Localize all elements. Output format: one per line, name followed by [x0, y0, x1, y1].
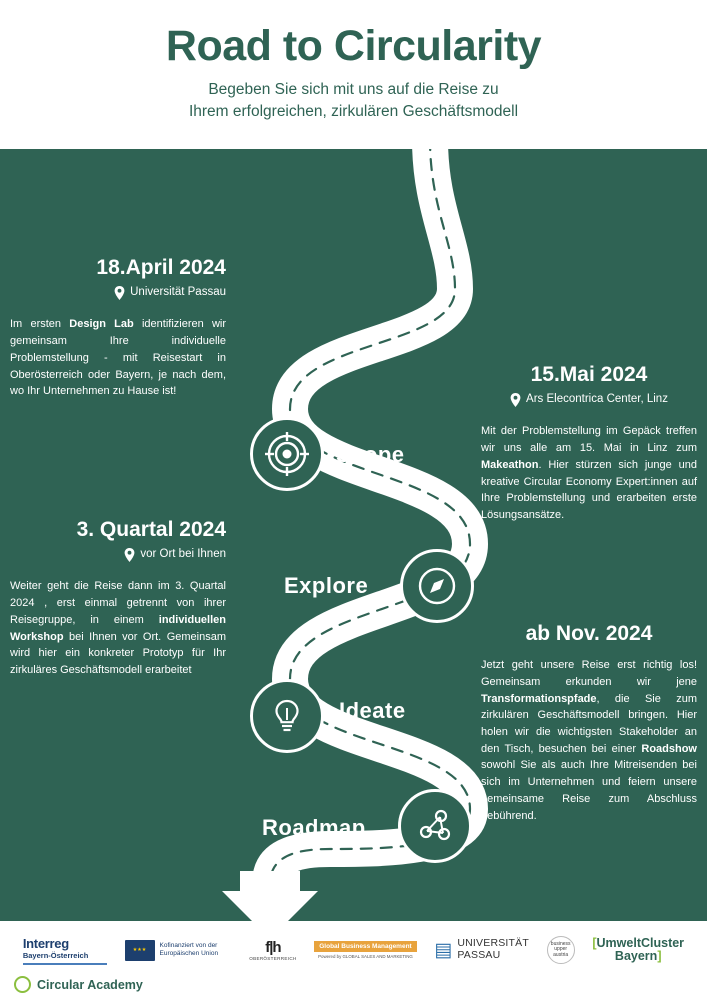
- lightbulb-icon: [265, 694, 309, 738]
- milestone-node-scope[interactable]: [250, 417, 324, 491]
- logo-fh-oberoesterreich: [249, 939, 296, 961]
- passau-book-icon: ▤: [434, 939, 453, 961]
- milestone-location-text-scope: Universität Passau: [130, 286, 226, 299]
- compass-icon: [415, 564, 459, 608]
- ucb-line1: [UmweltCluster: [592, 935, 685, 950]
- poster-footer: [0, 921, 707, 1000]
- milestone-location-explore: [481, 392, 697, 411]
- interreg-line2: Bayern-Österreich: [22, 950, 89, 960]
- milestone-location-text-explore: Ars Elecontrica Center, Linz: [526, 393, 668, 406]
- interreg-line1: Interreg: [22, 935, 69, 951]
- poster-header: [0, 0, 707, 149]
- milestone-block-explore: [481, 363, 697, 524]
- milestone-date-scope: 18.April 2024: [96, 256, 226, 279]
- milestone-block-scope: [10, 256, 226, 400]
- milestone-node-ideate[interactable]: [250, 679, 324, 753]
- milestone-block-ideate: [10, 518, 226, 679]
- partner-logo-row: [0, 927, 707, 973]
- subtitle-line-2: Ihrem erfolgreichen, zirkulären Geschäftsmodell: [188, 103, 519, 120]
- passau-line2: PASSAU: [457, 949, 501, 961]
- page-subtitle: [0, 79, 707, 123]
- passau-line1: UNIVERSITÄT: [457, 937, 529, 950]
- map-pin-icon: [124, 548, 135, 566]
- interreg-rule: [23, 963, 107, 965]
- stage-label-explore: Explore: [284, 573, 369, 598]
- circular-academy-ring-icon: [14, 976, 31, 993]
- milestone-location-text-ideate: vor Ort bei Ihnen: [140, 548, 226, 561]
- logo-interreg: [23, 936, 107, 965]
- milestone-location-scope: [10, 285, 226, 304]
- subtitle-line-1: Begeben Sie sich mit uns auf die Reise zu: [208, 81, 499, 98]
- eu-flag-icon: [125, 940, 155, 961]
- page-title: Road to Circularity: [165, 22, 542, 70]
- milestone-location-ideate: [10, 547, 226, 566]
- map-pin-icon: [114, 286, 125, 304]
- logo-eu-cofunded: [125, 940, 232, 961]
- milestone-block-roadmap: [481, 622, 697, 824]
- milestone-body-scope: Im ersten Design Lab identifizieren wir gemeinsam Ihre individuelle Problemstellung - mit Reisestart in Oberösterreich oder Bayern, je nach dem, wo Ihr Unternehmen zu Hause ist!: [10, 318, 227, 398]
- milestone-date-ideate: 3. Quartal 2024: [76, 518, 226, 541]
- milestone-date-explore: 15.Mai 2024: [530, 363, 648, 386]
- circular-academy-label: Circular Academy: [37, 977, 143, 992]
- map-pin-icon: [510, 393, 521, 411]
- milestone-node-explore[interactable]: [400, 549, 474, 623]
- milestone-body-explore: Mit der Problemstellung im Gepäck treffen wir uns alle am 15. Mai in Linz zum Makeathon. Hier stürzen sich junge und kreative Circular Economy Expert:innen auf Ihre Problemstellung und erarbeiten erste Lösungsansätze.: [481, 425, 697, 522]
- target-icon: [265, 432, 309, 476]
- stage-label-scope: Scope: [336, 442, 405, 467]
- stage-label-roadmap: Roadmap: [262, 815, 366, 840]
- fh-sub: OBERÖSTERREICH: [249, 956, 297, 961]
- logo-business-upper-austria: [547, 936, 575, 964]
- passau-text: [457, 938, 529, 962]
- stage-label-ideate: Ideate: [339, 698, 406, 723]
- logo-universitaet-passau: [434, 938, 529, 962]
- milestone-node-roadmap[interactable]: [398, 789, 472, 863]
- logo-global-business-management: [314, 941, 416, 959]
- milestone-date-roadmap: ab Nov. 2024: [525, 622, 653, 645]
- milestone-body-ideate: Weiter geht die Reise dann im 3. Quartal 2024 , erst einmal getrennt von ihrer Reisegruppe, in einem individuellen Workshop bei Ihnen vor Ort. Gemeinsam wird hier ein konkreter Prototyp für Ihr zirkuläres Geschäftsmodell erarbeitet: [10, 580, 226, 677]
- gbm-sub-text: Powered by GLOBAL SALES AND MARKETING: [318, 954, 413, 959]
- logo-circular-academy: [14, 976, 143, 993]
- roadmap-board: [0, 149, 707, 921]
- fh-mark: f|h: [265, 939, 281, 956]
- eu-cofunded-text: Kofinanziert von der Europäischen Union: [159, 941, 219, 957]
- upper-austria-circle: business upper austria: [547, 936, 575, 964]
- ucb-line2: Bayern]: [614, 949, 662, 963]
- milestone-body-roadmap: Jetzt geht unsere Reise erst richtig los! Gemeinsam erkunden wir jene Transformationspfade, die Sie zum zirkulären Geschäftsmodell bringen. Hier holen wir die wichtigsten Stakeholder an den Tisch, besuchen bei einer Roadshow sowohl Sie als auch Ihre Mitreisenden bei sich im Unternehmen und feiern unsere gemeinsame Reise zum Abschluss gebührend.: [481, 659, 697, 822]
- network-nodes-icon: [413, 804, 457, 848]
- logo-umweltcluster-bayern: [592, 937, 684, 963]
- gbm-bar-text: Global Business Management: [314, 941, 416, 952]
- road-arrow-head: [222, 871, 318, 921]
